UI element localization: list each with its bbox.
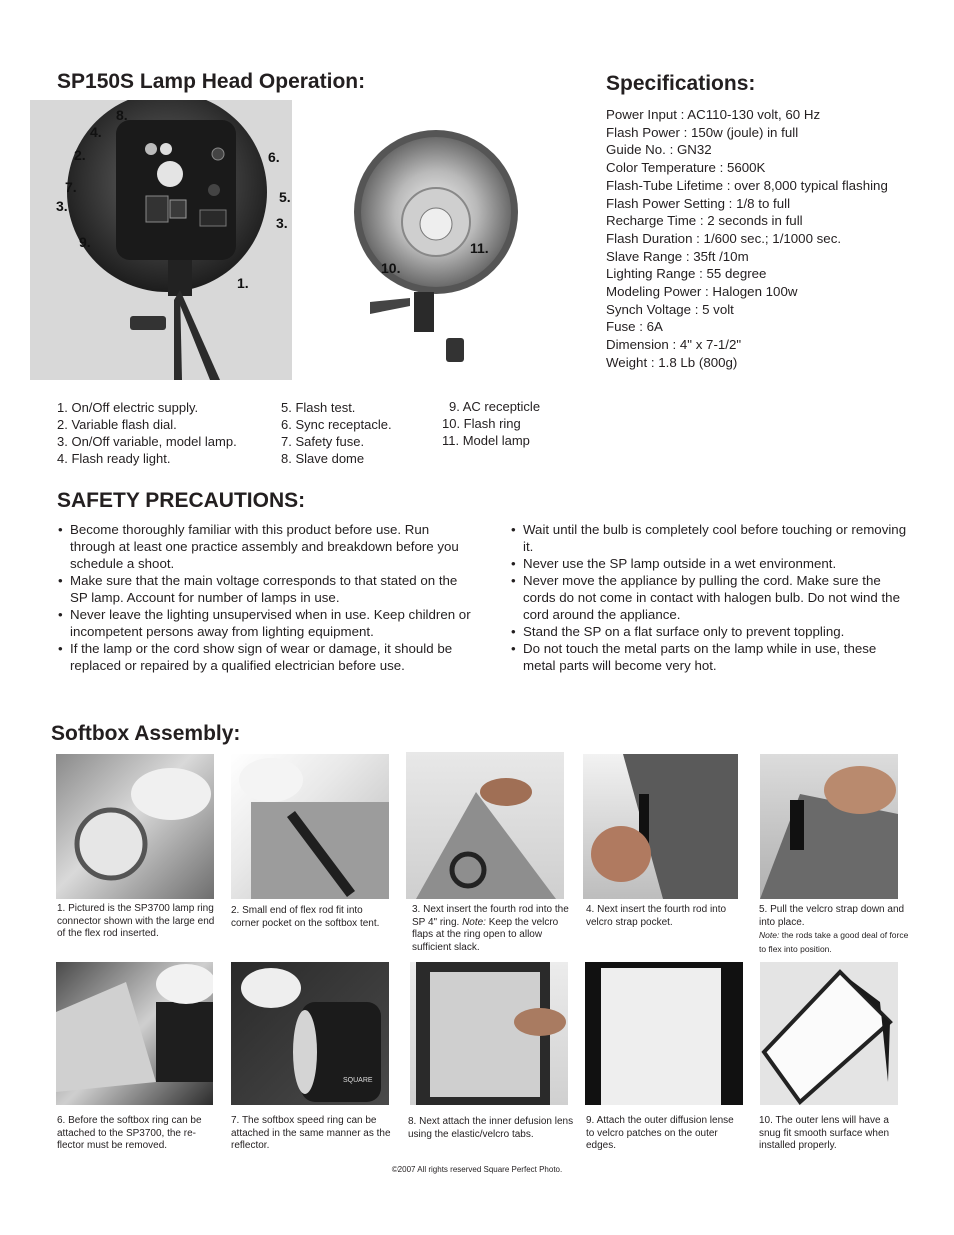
- callout-4: 4.: [90, 124, 102, 140]
- reflector-photo: [350, 102, 520, 372]
- spec-item: Fuse : 6A: [606, 319, 663, 335]
- callout-10: 10.: [381, 260, 401, 276]
- step-8-illustration: [410, 962, 568, 1105]
- spec-item: Power Input : AC110-130 volt, 60 Hz: [606, 107, 821, 122]
- safety-item: • Do not touch the metal parts on the lamp while in use, these metal parts will become very hot.: [510, 640, 912, 674]
- spec-item: Guide No. : GN32: [606, 142, 712, 158]
- legend-item: 4. Flash ready light.: [57, 451, 171, 466]
- callout-2: 2.: [74, 147, 86, 163]
- brand-label: SQUARE: [343, 1077, 373, 1084]
- callout-1: 1.: [237, 275, 249, 291]
- step-10-photo: [760, 962, 898, 1105]
- step-4-illustration: [583, 754, 738, 899]
- safety-list-right: [510, 521, 912, 674]
- spec-item: Synch Voltage : 5 volt: [606, 301, 734, 317]
- legend-item: 7. Safety fuse.: [281, 434, 365, 449]
- step-6-photo: [56, 962, 213, 1105]
- legend-item: 2. Variable flash dial.: [57, 417, 177, 432]
- safety-item: • Become thoroughly familiar with this product before use. Run through at least one practice assembly and breakdown before you schedule a shoot.: [57, 521, 473, 572]
- reflector-illustration: [350, 102, 520, 372]
- legend-item: 11. Model lamp: [442, 433, 530, 448]
- legend-item: 1. On/Off electric supply.: [57, 400, 199, 415]
- lamp-back-illustration: [30, 100, 292, 380]
- step-3-photo: [406, 752, 564, 899]
- legend-column-3: [442, 398, 540, 449]
- spec-item: Color Temperature : 5600K: [606, 160, 766, 176]
- step-9-caption: 9. Attach the outer diffusion lense to velcro patches on the outer edges.: [586, 1115, 734, 1151]
- safety-title: SAFETY PRECAUTIONS:: [57, 489, 306, 512]
- legend-item: 9. AC recepticle: [449, 399, 541, 414]
- spec-item: Modeling Power : Halogen 100w: [606, 284, 798, 300]
- callout-7: 7.: [65, 179, 77, 195]
- step-10-caption: 10. The outer lens will have a snug fit smooth surface when installed properly.: [759, 1115, 890, 1151]
- spec-item: Flash Power Setting : 1/8 to full: [606, 195, 791, 211]
- spec-item: Flash-Tube Lifetime : over 8,000 typical flashing: [606, 177, 888, 193]
- step-5-photo: [760, 754, 898, 899]
- safety-item: • Never use the SP lamp outside in a wet environment.: [510, 555, 912, 572]
- spec-item: Lighting Range : 55 degree: [606, 266, 767, 282]
- lamp-back-photo: [30, 100, 292, 380]
- softbox-title: Softbox Assembly:: [51, 722, 241, 745]
- safety-item: • Wait until the bulb is completely cool before touching or removing it.: [510, 521, 912, 555]
- callout-9: 9.: [79, 234, 91, 250]
- legend-column-1: [57, 399, 237, 467]
- step-6-caption: 6. Before the softbox ring can be attached to the SP3700, the re-flector must be removed.: [57, 1115, 202, 1151]
- legend-column-2: [281, 399, 392, 467]
- step-5-illustration: [760, 754, 898, 899]
- step-4-photo: [583, 754, 738, 899]
- copyright-footer: ©2007 All rights reserved Square Perfect Photo.: [391, 1165, 563, 1174]
- specifications-list: [606, 106, 888, 372]
- callout-8: 8.: [116, 107, 128, 123]
- safety-item: • Make sure that the main voltage corresponds to that stated on the SP lamp. Account for number of lamps in use.: [57, 572, 473, 606]
- step-1-caption: 1. Pictured is the SP3700 lamp ring connector shown with the large end of the flex rod inserted.: [57, 903, 215, 939]
- step-6-illustration: [56, 962, 213, 1105]
- step-5-caption: 5. Pull the velcro strap down and into place. Note: the rods take a good deal of force to flex into position.: [759, 904, 909, 954]
- step-7-illustration: [231, 962, 389, 1105]
- spec-item: Flash Power : 150w (joule) in full: [606, 124, 799, 140]
- safety-item: • Never leave the lighting unsupervised when in use. Keep children or incompetent persons away from lighting equipment.: [57, 606, 473, 640]
- step-2-photo: [231, 754, 389, 899]
- step-2-illustration: [231, 754, 389, 899]
- specifications-title: Specifications:: [606, 72, 756, 95]
- legend-item: 10. Flash ring: [442, 416, 521, 431]
- callout-6: 6.: [268, 149, 280, 165]
- spec-item: Flash Duration : 1/600 sec.; 1/1000 sec.: [606, 230, 842, 246]
- lamp-head-title: SP150S Lamp Head Operation:: [57, 70, 366, 93]
- spec-item: Weight : 1.8 Lb (800g): [606, 354, 738, 370]
- step-7-caption: 7. The softbox speed ring can be attached in the same manner as the reflector.: [231, 1115, 391, 1151]
- step-9-illustration: [585, 962, 743, 1105]
- spec-item: Dimension : 4" x 7-1/2": [606, 337, 742, 353]
- callout-11: 11.: [470, 240, 489, 256]
- step-2-caption: 2. Small end of flex rod fit into corner pocket on the softbox tent.: [231, 905, 380, 929]
- spec-item: Slave Range : 35ft /10m: [606, 248, 749, 264]
- callout-3a: 3.: [56, 198, 68, 214]
- safety-item: • Stand the SP on a flat surface only to prevent toppling.: [510, 623, 912, 640]
- safety-list-left: [57, 521, 473, 674]
- step-3-illustration: [406, 752, 564, 899]
- legend-item: 6. Sync receptacle.: [281, 417, 392, 432]
- step-1-illustration: [56, 754, 214, 899]
- step-9-photo: [585, 962, 743, 1105]
- legend-item: 3. On/Off variable, model lamp.: [57, 434, 237, 449]
- spec-item: Recharge Time : 2 seconds in full: [606, 213, 803, 229]
- step-1-photo: [56, 754, 214, 899]
- step-10-illustration: [760, 962, 898, 1105]
- safety-item: • Never move the appliance by pulling the cord. Make sure the cords do not come in contact with halogen bulb. Do not wind the cord around the appliance.: [510, 572, 912, 623]
- step-7-photo: [231, 962, 389, 1105]
- legend-item: 8. Slave dome: [281, 451, 365, 466]
- step-3-caption: 3. Next insert the fourth rod into the SP 4" ring. Note: Keep the velcro flaps at the ring open to allow sufficient slack.: [412, 904, 569, 953]
- safety-item: • If the lamp or the cord show sign of wear or damage, it should be replaced or repaired by a qualified electrician before use.: [57, 640, 473, 674]
- step-8-photo: [410, 962, 568, 1105]
- step-8-caption: 8. Next attach the inner defusion lens using the elastic/velcro tabs.: [408, 1116, 574, 1140]
- step-4-caption: 4. Next insert the fourth rod into velcro strap pocket.: [586, 904, 727, 928]
- callout-3b: 3.: [276, 215, 288, 231]
- callout-5: 5.: [279, 189, 291, 205]
- legend-item: 5. Flash test.: [281, 400, 356, 415]
